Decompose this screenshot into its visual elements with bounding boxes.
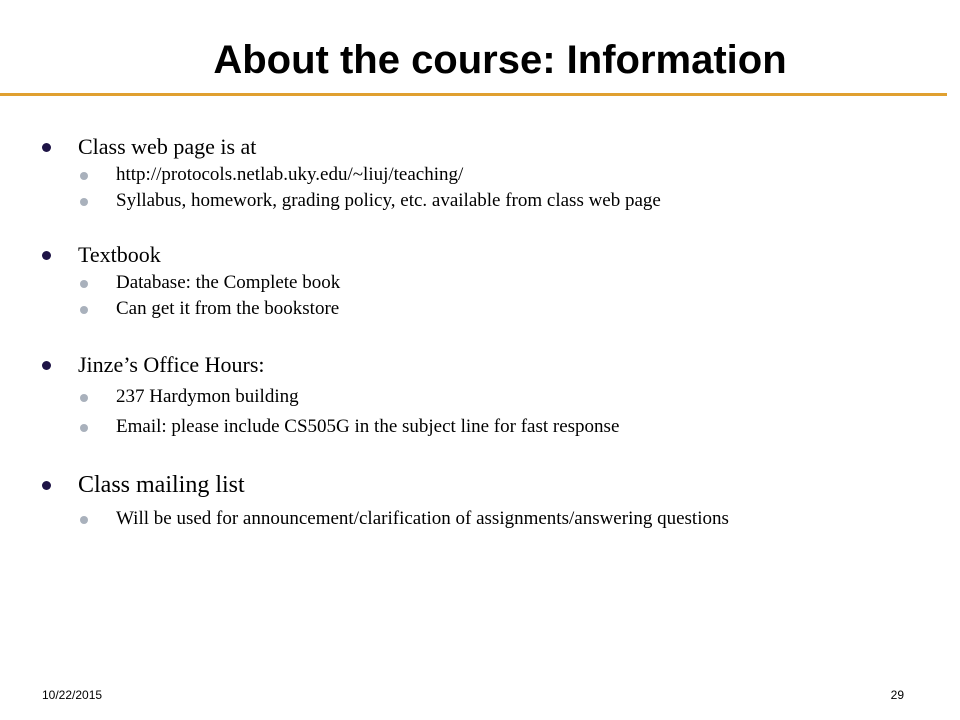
sub-bullet-dot-icon	[80, 424, 88, 432]
sub-bullet	[42, 272, 922, 294]
bullet-heading	[42, 134, 922, 160]
sub-bullet	[42, 416, 922, 438]
bullet-heading	[42, 242, 922, 268]
section-class-web-page	[42, 134, 922, 212]
sub-bullet-text: Email: please include CS505G in the subject line for fast response	[116, 416, 620, 437]
bullet-heading-text: Class web page is at	[78, 134, 257, 159]
sub-bullet	[42, 164, 922, 186]
slide-page-number: 29	[890, 688, 904, 702]
slide-title: About the course: Information	[213, 38, 787, 82]
bullet-dot-icon	[42, 481, 51, 490]
bullet-dot-icon	[42, 143, 51, 152]
sub-bullet-dot-icon	[80, 516, 88, 524]
bullet-heading-text: Textbook	[78, 242, 161, 267]
section-textbook	[42, 242, 922, 320]
class-web-page-url: http://protocols.netlab.uky.edu/~liuj/teaching/	[116, 164, 464, 185]
bullet-heading-text: Jinze’s Office Hours:	[78, 352, 265, 377]
sub-bullet-dot-icon	[80, 198, 88, 206]
sub-bullet-text: Will be used for announcement/clarification of assignments/answering questions	[116, 508, 729, 529]
bullet-heading	[42, 470, 922, 500]
section-office-hours	[42, 352, 922, 438]
sub-bullet-dot-icon	[80, 394, 88, 402]
sub-bullet	[42, 190, 922, 212]
sub-bullet-dot-icon	[80, 280, 88, 288]
bullet-dot-icon	[42, 251, 51, 260]
sub-bullet-text: Syllabus, homework, grading policy, etc. available from class web page	[116, 190, 661, 211]
slide-date: 10/22/2015	[42, 688, 103, 702]
bullet-heading-text: Class mailing list	[78, 472, 245, 498]
sub-bullet	[42, 386, 922, 408]
bullet-dot-icon	[42, 361, 51, 370]
sub-bullet	[42, 508, 922, 530]
bullet-heading	[42, 352, 922, 378]
sub-bullet-text: 237 Hardymon building	[116, 386, 299, 407]
section-mailing-list	[42, 470, 922, 530]
title-rule	[0, 93, 947, 96]
sub-bullet-text: Database: the Complete book	[116, 272, 341, 293]
sub-bullet-dot-icon	[80, 172, 88, 180]
slide-content	[42, 134, 922, 530]
sub-bullet-dot-icon	[80, 306, 88, 314]
sub-bullet	[42, 298, 922, 320]
sub-bullet-text: Can get it from the bookstore	[116, 298, 340, 319]
